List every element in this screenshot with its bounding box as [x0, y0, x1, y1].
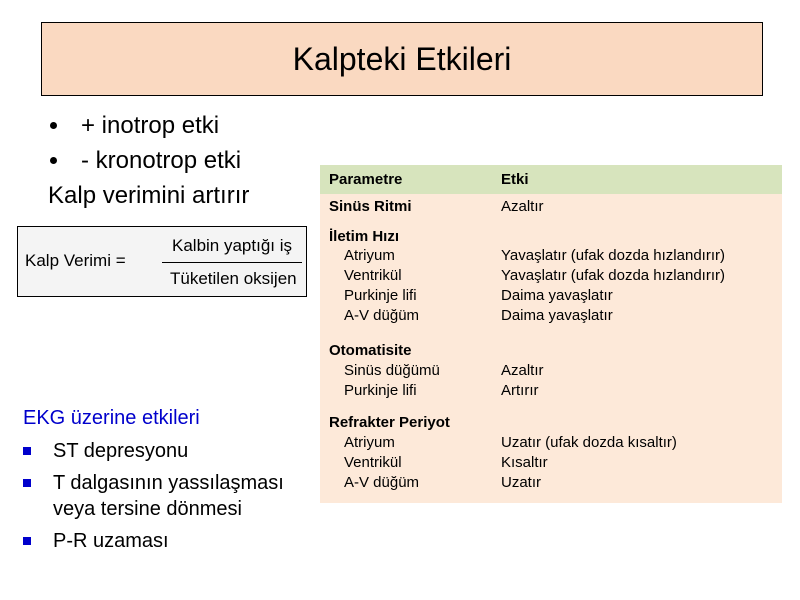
bullet-dot-icon — [50, 157, 57, 164]
square-bullet-icon — [23, 447, 31, 455]
ekg-list — [23, 438, 323, 560]
table-row: İletim Hızı — [329, 228, 400, 245]
square-bullet-icon — [23, 537, 31, 545]
formula-numerator: Kalbin yaptığı iş — [172, 236, 293, 255]
list-item: + inotrop etki — [48, 108, 249, 143]
table-row: Ventrikül Kısaltır — [344, 454, 548, 471]
formula-denominator: Tüketilen oksijen — [170, 269, 297, 288]
table-row: Atriyum Yavaşlatır (ufak dozda hızlandırır) — [344, 247, 725, 264]
table-header — [320, 165, 782, 194]
effects-table — [320, 165, 782, 503]
list-item: ST depresyonu — [23, 438, 323, 464]
table-row: A-V düğüm Daima yavaşlatır — [344, 307, 613, 324]
header-etki: Etki — [501, 171, 529, 188]
table-row: Refrakter Periyot — [329, 414, 450, 431]
formula-lhs: Kalp Verimi = — [25, 251, 126, 270]
list-item: P-R uzaması — [23, 528, 323, 554]
table-row: Sinüs Ritmi Azaltır — [329, 198, 544, 215]
slide-title — [41, 22, 763, 96]
table-row: Purkinje lifi Artırır — [344, 382, 539, 399]
list-item: T dalgasının yassılaşması veya tersine dönmesi — [23, 470, 323, 522]
table-row: Purkinje lifi Daima yavaşlatır — [344, 287, 613, 304]
fraction-bar — [162, 262, 302, 263]
table-row: Sinüs düğümü Azaltır — [344, 362, 544, 379]
list-item: - kronotrop etki — [48, 143, 249, 178]
table-row: Otomatisite — [329, 342, 412, 359]
slide-title-text: Kalpteki Etkileri — [292, 40, 512, 77]
plain-line: Kalp verimini artırır — [48, 182, 250, 209]
square-bullet-icon — [23, 479, 31, 487]
table-row: A-V düğüm Uzatır — [344, 474, 542, 491]
header-parametre: Parametre — [329, 171, 403, 188]
table-row: Ventrikül Yavaşlatır (ufak dozda hızlandırır) — [344, 267, 725, 284]
bullet-dot-icon — [50, 122, 57, 129]
top-bullet-list — [48, 108, 249, 213]
ekg-heading: EKG üzerine etkileri — [23, 407, 200, 429]
table-row: Atriyum Uzatır (ufak dozda kısaltır) — [344, 434, 677, 451]
formula-box — [17, 226, 307, 297]
